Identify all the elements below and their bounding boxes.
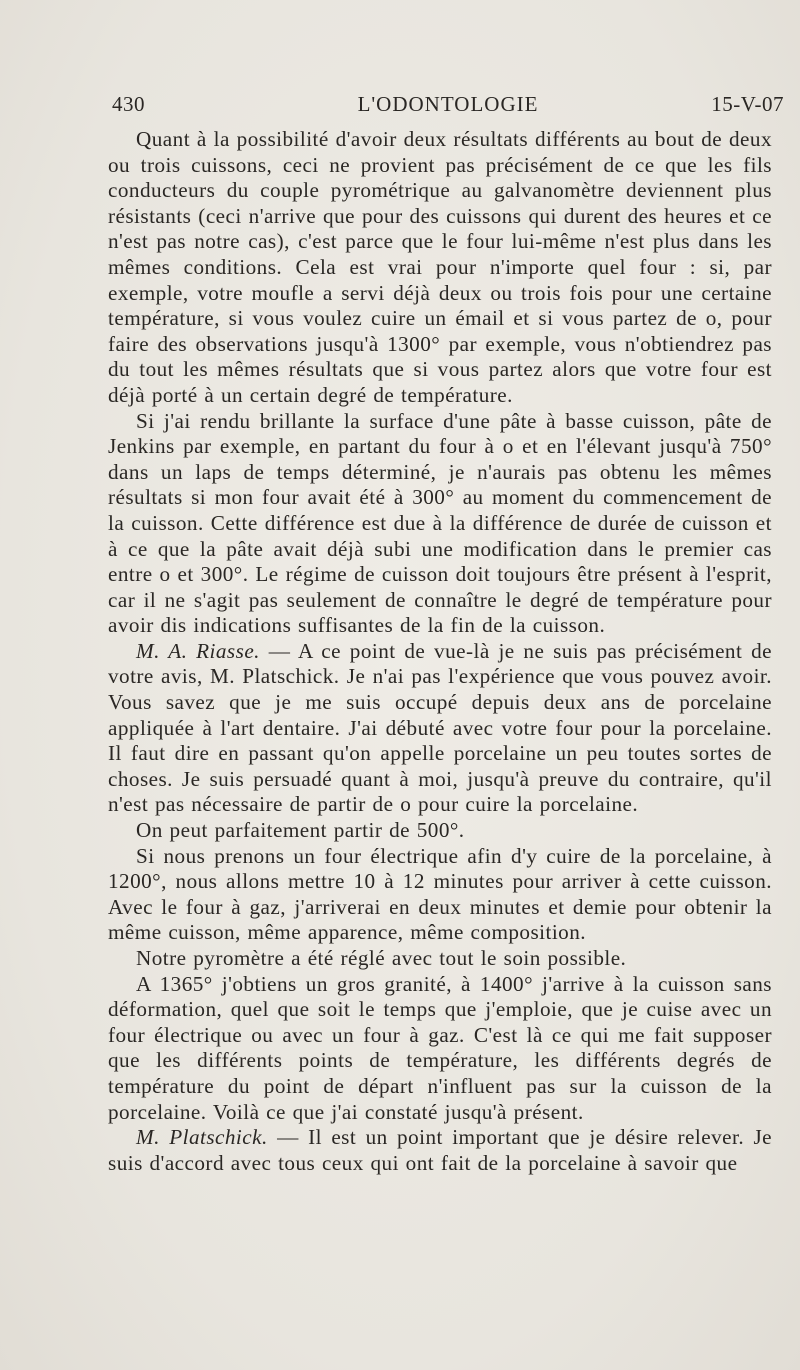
paragraph-text: On peut parfaitement partir de 500°. <box>136 818 465 843</box>
paragraph <box>108 946 772 972</box>
paragraph-text: A 1365° j'obtiens un gros granité, à 1400° j'arrive à la cuisson sans déformation, quel que soit le temps que j'emploie, que je cuise avec un four électrique ou avec un four à gaz. C'est là ce qui me fait supposer que les différents points de température, les différents degrés de température du point de départ n'influent pas sur la cuisson de la porcelaine. Voilà ce que j'ai constaté jusqu'à présent. <box>108 971 772 1124</box>
paragraph <box>108 409 772 639</box>
paragraph <box>108 127 772 409</box>
paragraph-text: Notre pyromètre a été réglé avec tout le soin possible. <box>136 946 627 970</box>
body-text <box>108 127 772 1176</box>
speaker-name: M. Platschick. <box>136 1125 268 1150</box>
running-header <box>112 92 784 120</box>
paragraph-text: Si nous prenons un four électrique afin d'y cuire de la porcelaine, à 1200°, nous allons mettre 10 à 12 minutes pour arriver à cette cuisson. Avec le four à gaz, j'arriverai en deux minutes et demie pour obtenir la même cuisson, même apparence, même composition. <box>108 843 772 945</box>
paragraph-text: Si j'ai rendu brillante la surface d'une pâte à basse cuisson, pâte de Jenkins par exemple, en partant du four à o et en l'élevant jusqu'à 750° dans un laps de temps déterminé, je n'aurais pas obtenu les mêmes résultats si mon four avait été à 300° au moment du commencement de la cuisson. Cette différence est due à la différence de durée de cuisson et à ce que la pâte avait déjà subi une modification dans le premier cas entre o et 300°. Le régime de cuisson doit toujours être présent à l'esprit, car il ne s'agit pas seulement de connaître le degré de température pour avoir dis indications suffisantes de la fin de la cuisson. <box>108 408 772 638</box>
paragraph-text: Quant à la possibilité d'avoir deux résultats différents au bout de deux ou trois cuissons, ceci ne provient pas précisément de ce que les fils conducteurs du couple pyrométrique au galvanomètre deviennent plus résistants (ceci n'arrive que pour des cuissons qui durent des heures et ce n'est pas notre cas), c'est parce que le four lui-même n'est plus dans les mêmes conditions. Cela est vrai pour n'importe quel four : si, par exemple, votre moufle a servi déjà deux ou trois fois pour une certaine température, si vous voulez cuire un émail et si vous partez de o, pour faire des observations jusqu'à 1300° par exemple, vous n'obtiendrez pas du tout les mêmes résultats que si vous partez alors que votre four est déjà porté à un certain degré de température. <box>108 127 772 407</box>
paragraph <box>108 972 772 1126</box>
page-number: 430 <box>112 92 145 116</box>
paragraph <box>108 844 772 946</box>
speaker-name: M. A. Riasse. <box>136 638 260 663</box>
issue-date: 15-V-07 <box>711 92 784 116</box>
paragraph <box>108 639 772 818</box>
paragraph <box>108 818 772 844</box>
paragraph <box>108 1125 772 1176</box>
paragraph-text: — A ce point de vue-là je ne suis pas précisément de votre avis, M. Platschick. Je n'ai pas l'expérience que vous pouvez avoir. Vous savez que je me suis occupé depuis deux ans de porcelaine appliquée à l'art dentaire. J'ai débuté avec votre four pour la porcelaine. Il faut dire en passant qu'on appelle porcelaine un peu toutes sortes de choses. Je suis persuadé quant à moi, jusqu'à preuve du contraire, qu'il n'est pas nécessaire de partir de o pour cuire la porcelaine. <box>108 638 772 817</box>
journal-title: L'ODONTOLOGIE <box>357 92 539 116</box>
paragraph-text: — Il est un point important que je désire relever. Je suis d'accord avec tous ceux qui ont fait de la porcelaine à savoir que <box>108 1125 772 1175</box>
